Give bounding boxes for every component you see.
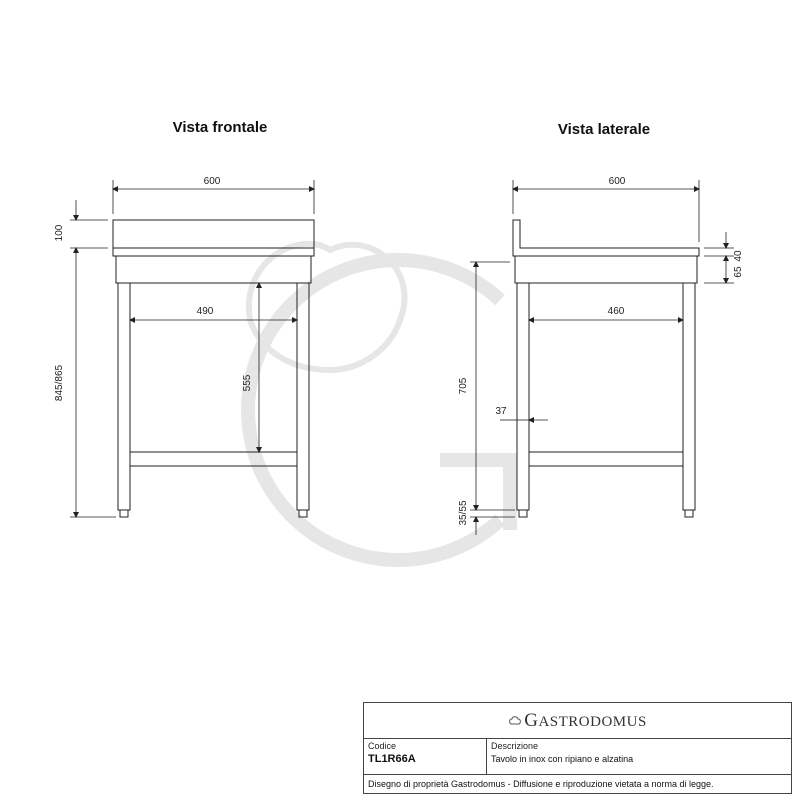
side-foot-height-label: 35/55 xyxy=(458,500,469,526)
code-label: Codice xyxy=(368,741,397,751)
front-view-table xyxy=(113,220,314,517)
chef-hat-icon xyxy=(508,714,522,728)
side-leg-height-label: 705 xyxy=(458,377,469,395)
front-backsplash-label: 100 xyxy=(54,224,65,242)
brand-name: GASTRODOMUS xyxy=(524,709,647,731)
side-view-title: Vista laterale xyxy=(557,121,651,138)
side-view-table xyxy=(513,220,699,517)
description-label: Descrizione xyxy=(491,741,539,751)
side-shelf-offset-label: 37 xyxy=(495,406,507,417)
front-inner-width-label: 490 xyxy=(196,306,214,317)
brand-header xyxy=(364,703,791,739)
title-block-info-row xyxy=(364,739,791,775)
watermark-logo xyxy=(248,244,510,560)
front-shelf-height-label: 555 xyxy=(242,374,253,392)
title-block xyxy=(363,702,792,794)
front-view-title: Vista frontale xyxy=(172,119,268,136)
side-thickness-a-label: 40 xyxy=(733,250,744,262)
code-cell xyxy=(364,739,487,774)
front-total-height-label: 845/865 xyxy=(54,364,65,402)
side-inner-depth-label: 460 xyxy=(607,306,625,317)
description-value: Tavolo in inox con ripiano e alzatina xyxy=(491,754,634,764)
side-thickness-b-label: 65 xyxy=(733,266,744,278)
ownership-notice: Disegno di proprietà Gastrodomus - Diffusione e riproduzione vietata a norma di legge. xyxy=(368,779,714,789)
front-width-label: 600 xyxy=(203,176,221,187)
side-depth-label: 600 xyxy=(608,176,626,187)
description-cell xyxy=(487,739,791,774)
code-value: TL1R66A xyxy=(368,753,416,765)
